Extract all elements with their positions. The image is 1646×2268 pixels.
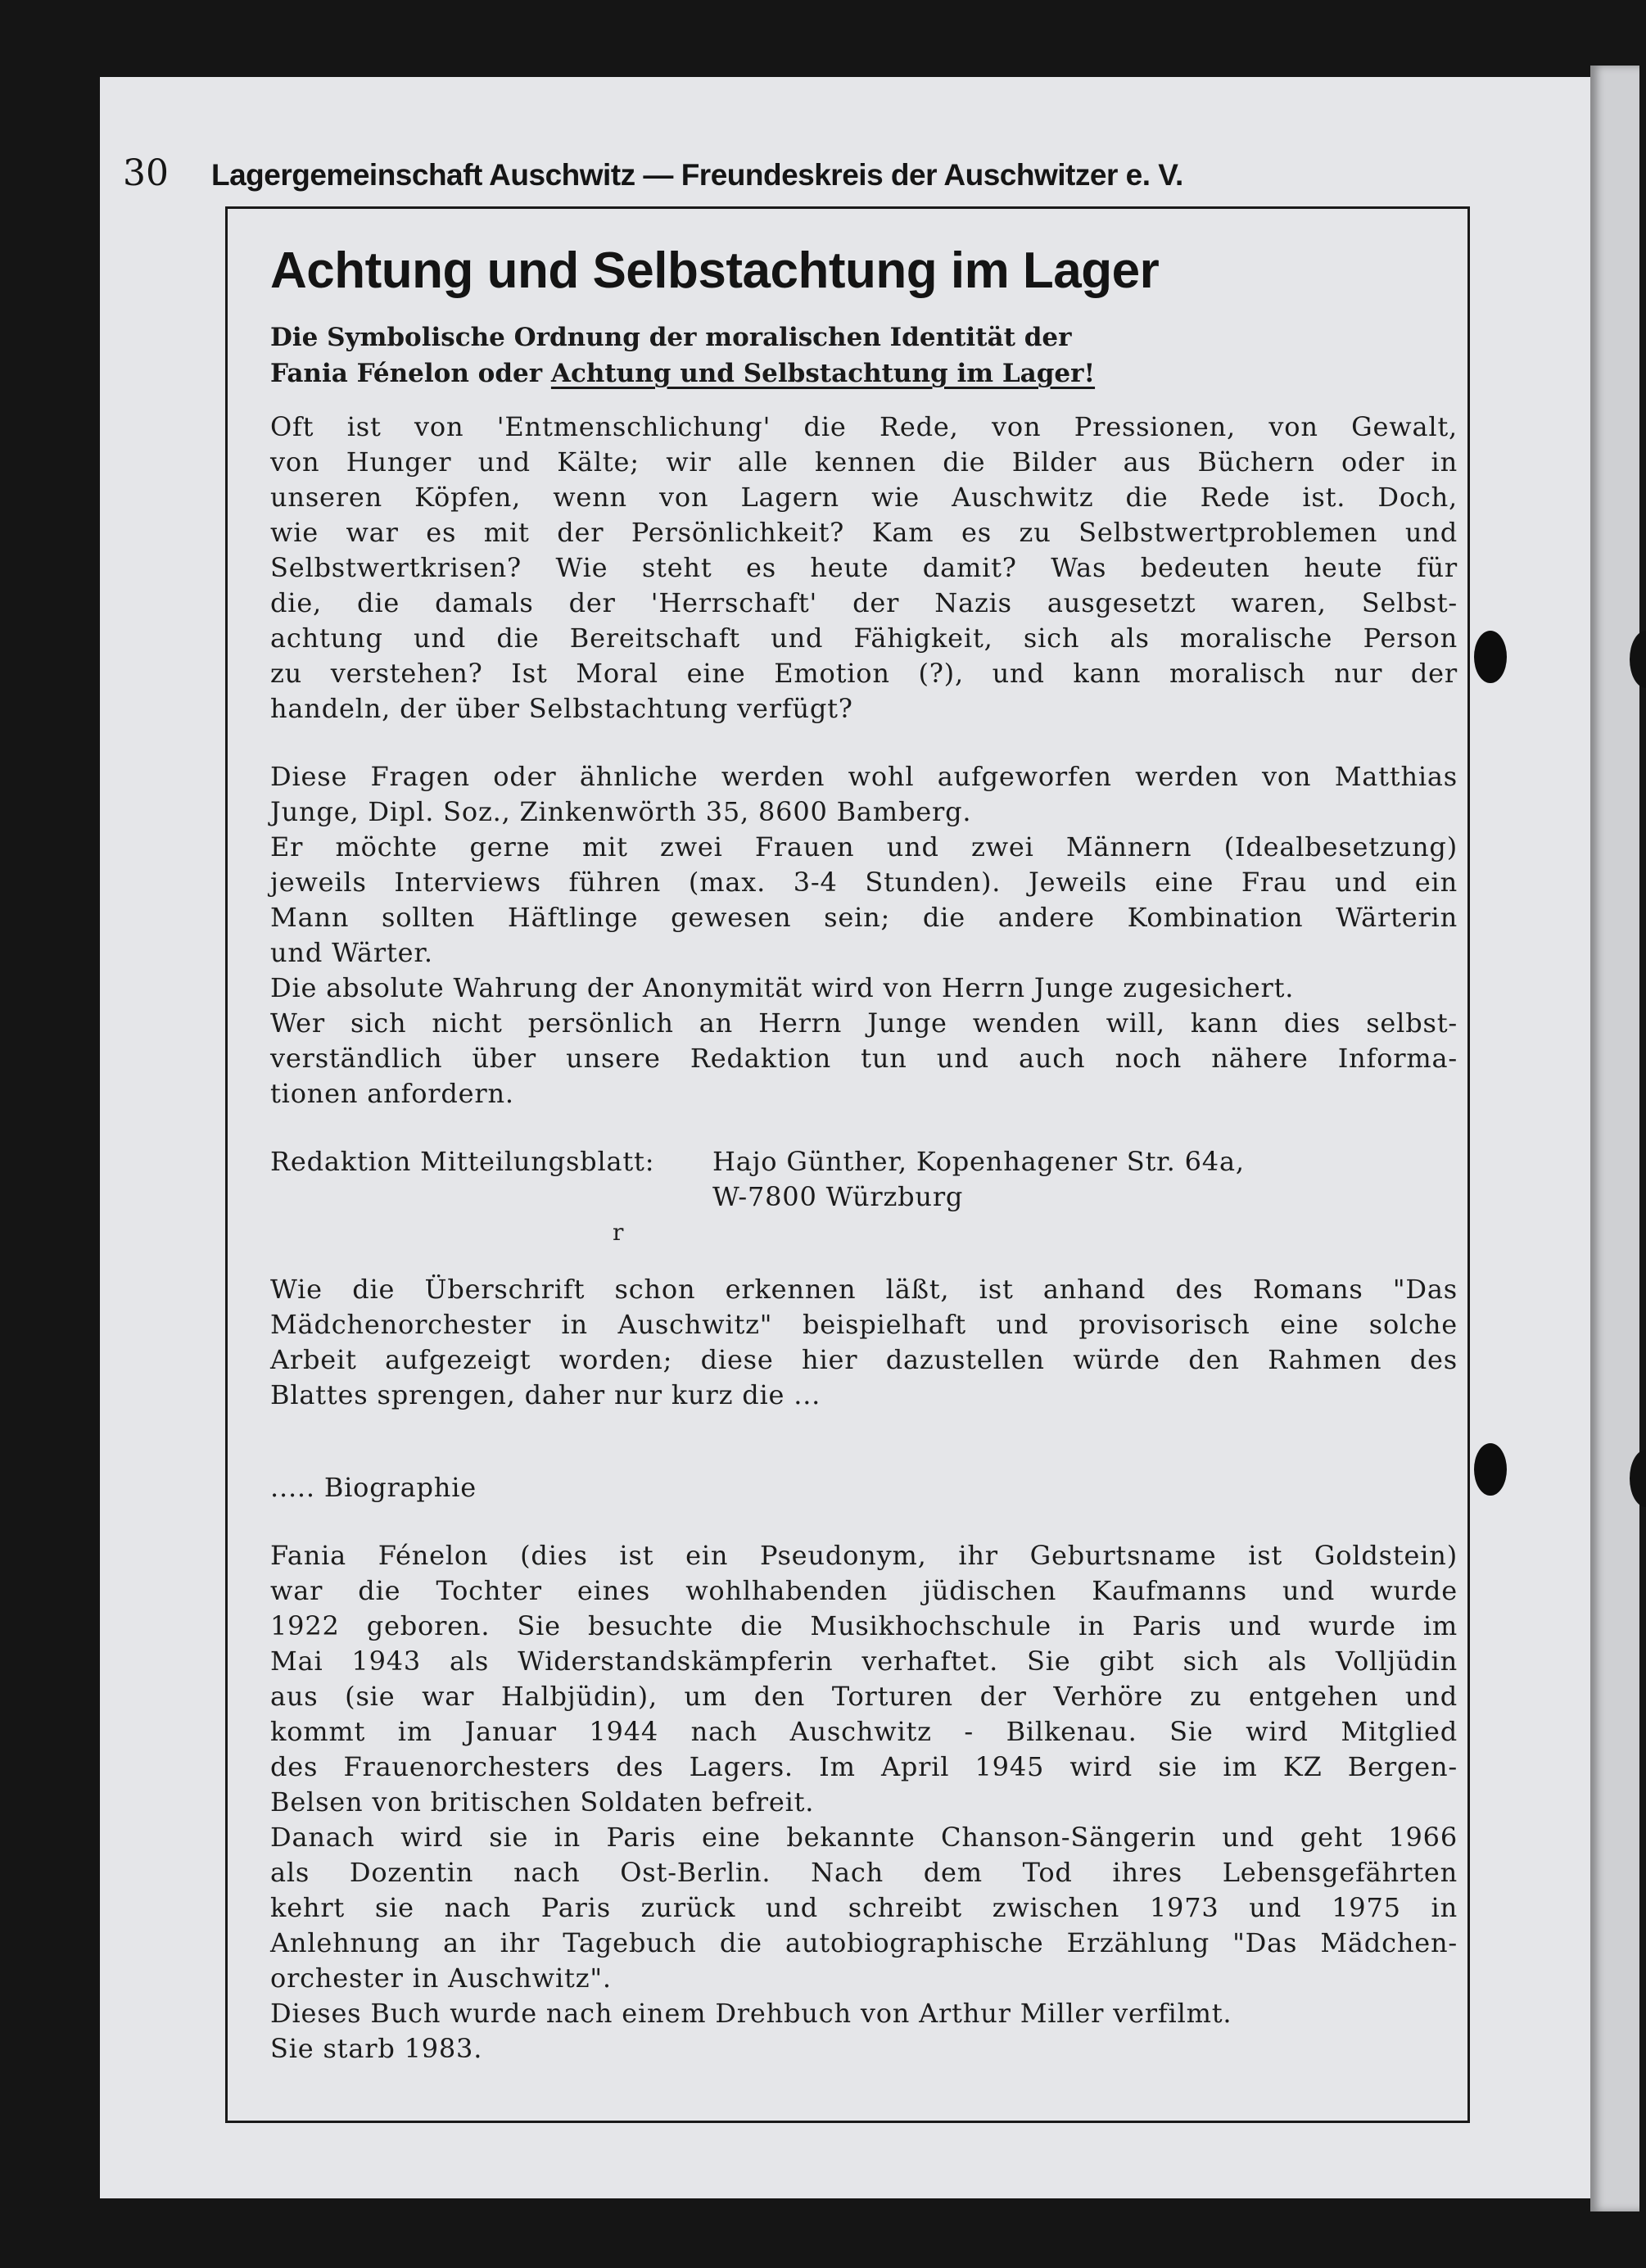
address-line: Hajo Günther, Kopenhagener Str. 64a, bbox=[712, 1146, 1245, 1177]
text-line: Wie die Überschrift schon erkennen läßt, ist anhand des Romans "Das bbox=[270, 1274, 1458, 1305]
text-line: des Frauenorchesters des Lagers. Im April 1945 wird sie im KZ Bergen- bbox=[270, 1751, 1458, 1782]
binder-hole-icon bbox=[1474, 1443, 1507, 1496]
text-line: verständlich über unsere Redaktion tun und auch noch nähere Informa- bbox=[270, 1043, 1458, 1074]
article-subtitle bbox=[270, 319, 1458, 392]
text-line: Diese Fragen oder ähnliche werden wohl aufgeworfen werden von Matthias bbox=[270, 761, 1458, 792]
running-title: Lagergemeinschaft Auschwitz — Freundeskreis der Auschwitzer e. V. bbox=[211, 158, 1183, 192]
questions-paragraph bbox=[270, 759, 1458, 1111]
text-line: zu verstehen? Ist Moral eine Emotion (?), und kann moralisch nur der bbox=[270, 658, 1458, 689]
text-line: Anlehnung an ihr Tagebuch die autobiographische Erzählung "Das Mädchen- bbox=[270, 1927, 1458, 1958]
text-line: Sie starb 1983. bbox=[270, 2033, 483, 2064]
subtitle-prefix: Fania Fénelon oder bbox=[270, 359, 551, 388]
editorial-address bbox=[270, 1144, 1458, 1215]
text-line: orchester in Auschwitz". bbox=[270, 1962, 612, 1994]
binder-hole-icon bbox=[1474, 631, 1507, 683]
text-line: Junge, Dipl. Soz., Zinkenwörth 35, 8600 Bamberg. bbox=[270, 796, 972, 827]
text-line: Oft ist von 'Entmenschlichung' die Rede, von Pressionen, von Gewalt, bbox=[270, 411, 1458, 442]
address-lines bbox=[712, 1144, 1245, 1215]
text-line: Wer sich nicht persönlich an Herrn Junge wenden will, kann dies selbst- bbox=[270, 1007, 1458, 1039]
overview-paragraph bbox=[270, 1272, 1458, 1413]
text-line: Mädchenorchester in Auschwitz" beispielhaft und provisorisch eine solche bbox=[270, 1309, 1458, 1340]
stray-mark: r bbox=[613, 1219, 624, 1246]
text-line: Selbstwertkrisen? Wie steht es heute damit? Was bedeuten heute für bbox=[270, 552, 1458, 583]
subtitle-line bbox=[270, 355, 1458, 392]
text-line: Dieses Buch wurde nach einem Drehbuch von Arthur Miller verfilmt. bbox=[270, 1998, 1232, 2029]
text-line: wie war es mit der Persönlichkeit? Kam es zu Selbstwertproblemen und bbox=[270, 517, 1458, 548]
text-line: jeweils Interviews führen (max. 3-4 Stunden). Jeweils eine Frau und ein bbox=[270, 867, 1458, 898]
text-line: achtung und die Bereitschaft und Fähigkeit, sich als moralische Person bbox=[270, 622, 1458, 654]
text-line: unseren Köpfen, wenn von Lagern wie Auschwitz die Rede ist. Doch, bbox=[270, 482, 1458, 513]
next-page-edge bbox=[1590, 66, 1639, 2211]
article-headline: Achtung und Selbstachtung im Lager bbox=[270, 242, 1160, 299]
address-label: Redaktion Mitteilungsblatt: bbox=[270, 1146, 655, 1177]
address-line: W-7800 Würzburg bbox=[712, 1181, 964, 1212]
biography-paragraph bbox=[270, 1538, 1458, 2067]
text-line: kommt im Januar 1944 nach Auschwitz - Bilkenau. Sie wird Mitglied bbox=[270, 1716, 1458, 1747]
running-header bbox=[123, 152, 1400, 201]
text-line: tionen anfordern. bbox=[270, 1078, 514, 1109]
binder-hole-icon bbox=[1630, 631, 1646, 688]
text-line: war die Tochter eines wohlhabenden jüdischen Kaufmanns und wurde bbox=[270, 1575, 1458, 1606]
text-line: Mann sollten Häftlinge gewesen sein; die andere Kombination Wärterin bbox=[270, 902, 1458, 933]
text-line: Arbeit aufgezeigt worden; diese hier dazustellen würde den Rahmen des bbox=[270, 1344, 1458, 1375]
text-line: Er möchte gerne mit zwei Frauen und zwei Männern (Idealbesetzung) bbox=[270, 831, 1458, 862]
text-line: Fania Fénelon (dies ist ein Pseudonym, ihr Geburtsname ist Goldstein) bbox=[270, 1540, 1458, 1571]
text-line: die, die damals der 'Herrschaft' der Nazis ausgesetzt waren, Selbst- bbox=[270, 587, 1458, 618]
intro-paragraph bbox=[270, 410, 1458, 727]
text-line: aus (sie war Halbjüdin), um den Torturen der Verhöre zu entgehen und bbox=[270, 1681, 1458, 1712]
text-line: 1922 geboren. Sie besuchte die Musikhochschule in Paris und wurde im bbox=[270, 1610, 1458, 1641]
subtitle-line: Die Symbolische Ordnung der moralischen Identität der bbox=[270, 323, 1072, 352]
text-line: Belsen von britischen Soldaten befreit. bbox=[270, 1786, 815, 1818]
text-line: handeln, der über Selbstachtung verfügt? bbox=[270, 693, 853, 724]
subtitle-underlined: Achtung und Selbstachtung im Lager! bbox=[550, 359, 1096, 388]
page-number: 30 bbox=[123, 152, 169, 194]
article-body bbox=[270, 238, 1458, 2067]
text-line: als Dozentin nach Ost-Berlin. Nach dem Tod ihres Lebensgefährten bbox=[270, 1857, 1458, 1888]
text-line: Danach wird sie in Paris eine bekannte Chanson-Sängerin und geht 1966 bbox=[270, 1822, 1458, 1853]
text-line: Blattes sprengen, daher nur kurz die ... bbox=[270, 1379, 821, 1410]
binder-hole-icon bbox=[1630, 1450, 1646, 1507]
text-line: von Hunger und Kälte; wir alle kennen die Bilder aus Büchern oder in bbox=[270, 446, 1458, 478]
text-line: Mai 1943 als Widerstandskämpferin verhaftet. Sie gibt sich als Volljüdin bbox=[270, 1646, 1458, 1677]
text-line: Die absolute Wahrung der Anonymität wird von Herrn Junge zugesichert. bbox=[270, 972, 1295, 1003]
biography-heading: ..... Biographie bbox=[270, 1472, 477, 1503]
text-line: kehrt sie nach Paris zurück und schreibt zwischen 1973 und 1975 in bbox=[270, 1892, 1458, 1923]
text-line: und Wärter. bbox=[270, 937, 433, 968]
